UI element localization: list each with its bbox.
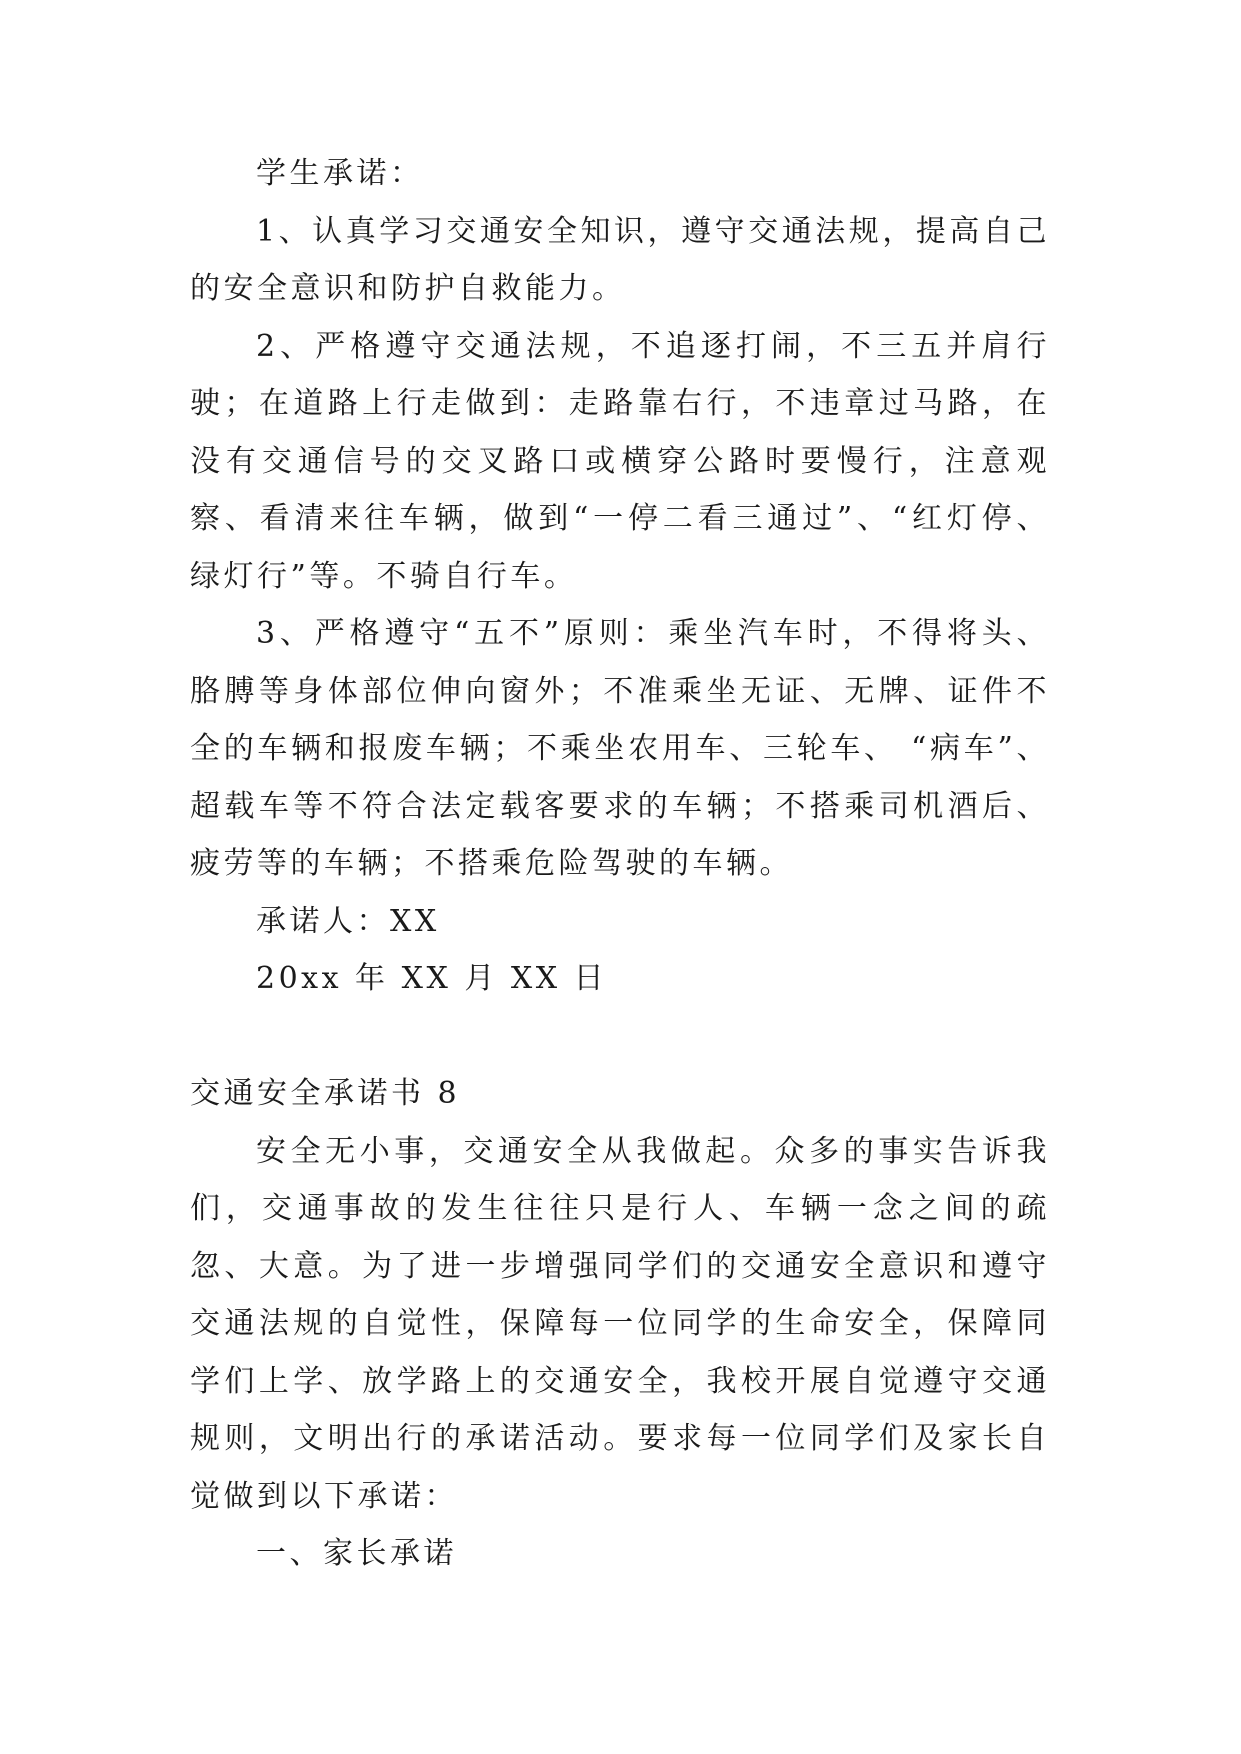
intro-paragraph: 安全无小事，交通安全从我做起。众多的事实告诉我们，交通事故的发生往往只是行人、车辆一念之间的疏忽、大意。为了进一步增强同学们的交通安全意识和遵守交通法规的自觉性，保障每一位同学的生命安全，保障同学们上学、放学路上的交通安全，我校开展自觉遵守交通规则，文明出行的承诺活动。要求每一位同学们及家长自觉做到以下承诺： — [190, 1133, 1050, 1514]
pledge-item-2: 2、严格遵守交通法规，不追逐打闹，不三五并肩行驶；在道路上行走做到：走路靠右行，不违章过马路，在没有交通信号的交叉路口或横穿公路时要慢行，注意观察、看清来往车辆，做到“一停二看三通过”、“红灯停、绿灯行”等。不骑自行车。 — [190, 328, 1050, 594]
section-gap — [190, 1008, 1050, 1066]
document-body — [190, 145, 1050, 1583]
section-title: 交通安全承诺书 8 — [190, 1076, 461, 1111]
pledge-signer: 承诺人：XX — [256, 903, 440, 939]
student-pledge-heading: 学生承诺： — [256, 156, 424, 191]
parent-pledge-heading: 一、家长承诺 — [256, 1536, 457, 1571]
pledge-date: 20xx 年 XX 月 XX 日 — [256, 961, 608, 996]
pledge-item-1: 1、认真学习交通安全知识，遵守交通法规，提高自己的安全意识和防护自救能力。 — [190, 213, 1050, 306]
pledge-item-3: 3、严格遵守“五不”原则：乘坐汽车时，不得将头、胳膊等身体部位伸向窗外；不准乘坐无证、无牌、证件不全的车辆和报废车辆；不乘坐农用车、三轮车、 “病车”、超载车等不符合法定载客要求的车辆；不搭乘司机酒后、疲劳等的车辆；不搭乘危险驾驶的车辆。 — [190, 616, 1050, 881]
